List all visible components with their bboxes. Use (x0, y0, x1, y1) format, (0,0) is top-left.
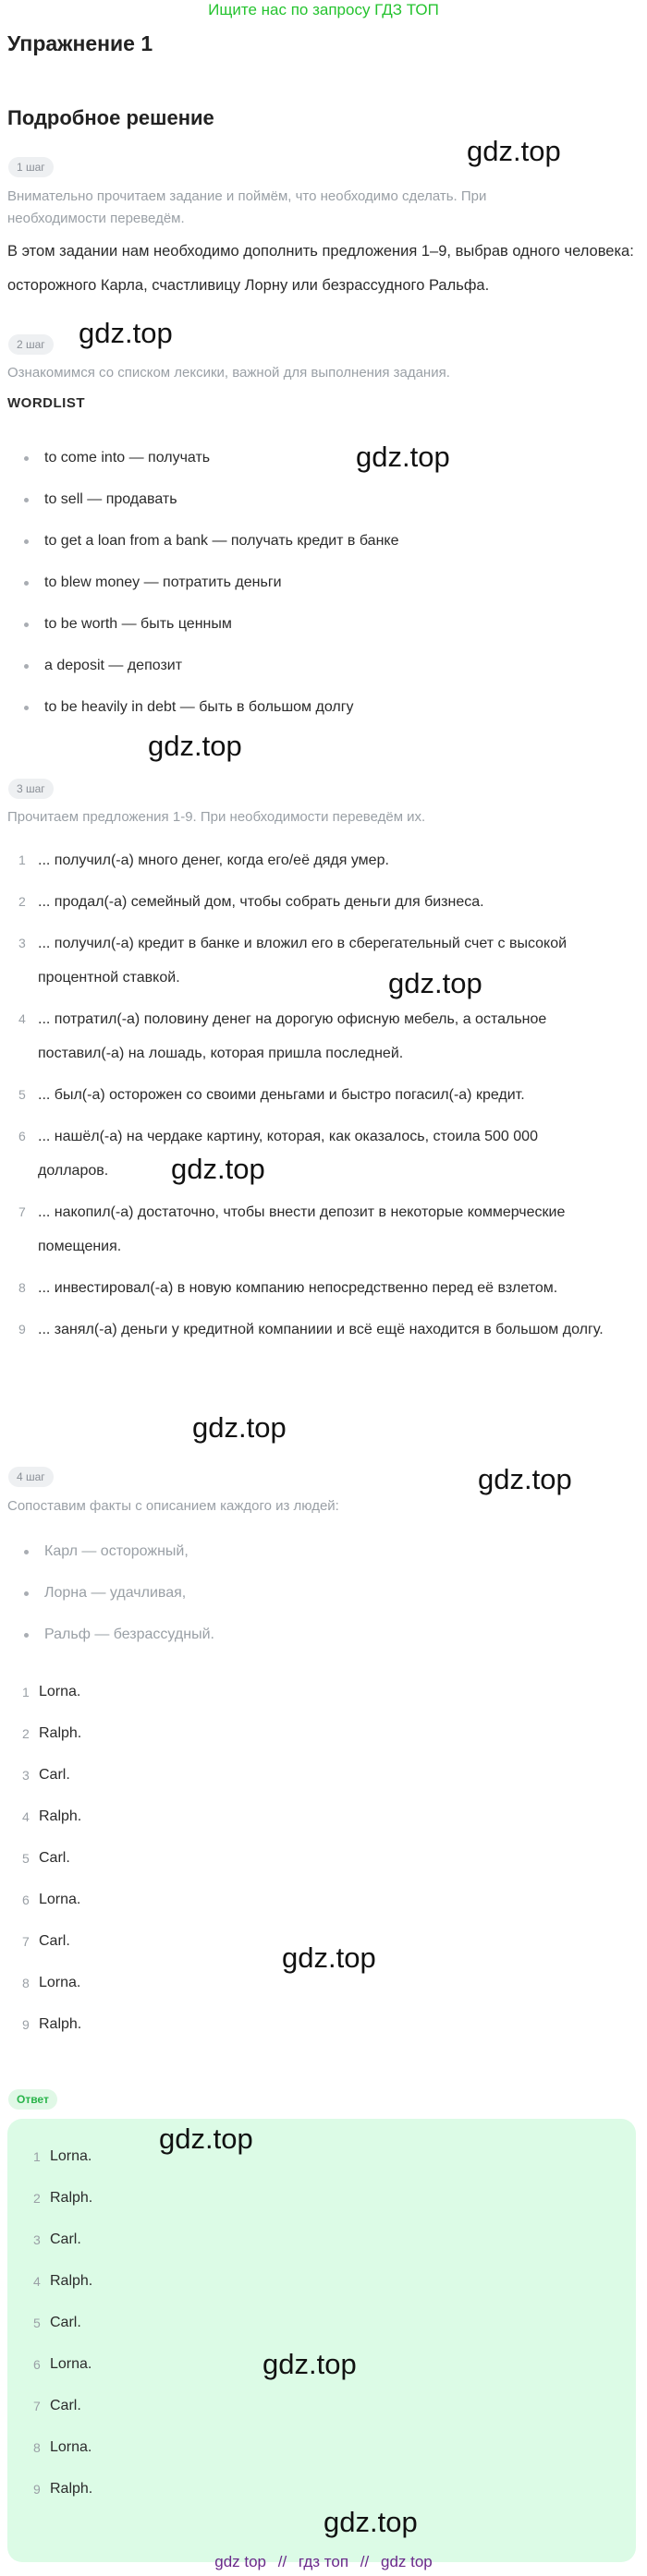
matching-item: 8 Lorna. (22, 1975, 81, 1990)
watermark: gdz.top (171, 1153, 265, 1185)
answer-item: 4 Ralph. (33, 2273, 93, 2289)
watermark: gdz.top (478, 1463, 572, 1495)
wordlist-item: to be worth — быть ценным (18, 612, 398, 654)
sentence-item: 3 ... получил(-а) кредит в банке и вложил его в сберегательный счет с высокой процентной ставкой. (18, 936, 568, 986)
footer-link-gdz-top[interactable]: gdz top (214, 2553, 266, 2570)
sentence-item: 4 ... потратил(-а) половину денег на дорогую офисную мебель, а остальное поставил(-а) на лошадь, которая пришла последней. (18, 1011, 547, 1061)
wordlist-item: to be heavily in debt — быть в большом долгу (18, 695, 398, 737)
matching-item: 3 Carl. (22, 1767, 70, 1783)
people-item: Ральф — безрассудный. (18, 1623, 214, 1664)
watermark: gdz.top (356, 441, 450, 473)
sentence-item: 6 ... нашёл(-а) на чердаке картину, которая, как оказалось, стоила 500 000 долларов. (18, 1129, 538, 1179)
sentence-item: 2 ... продал(-а) семейный дом, чтобы собрать деньги для бизнеса. (18, 894, 484, 910)
matching-item: 9 Ralph. (22, 2016, 82, 2032)
wordlist-item: to sell — продавать (18, 488, 398, 529)
step-badge-1: 1 шаг (8, 157, 54, 177)
watermark: gdz.top (467, 135, 561, 167)
answer-item: 8 Lorna. (33, 2439, 92, 2455)
footer-links (0, 2552, 647, 2572)
answer-item: 7 Carl. (33, 2398, 81, 2413)
step-badge-3: 3 шаг (8, 779, 54, 799)
sentence-list (7, 843, 608, 1347)
answer-list (18, 2145, 92, 2519)
matching-item: 4 Ralph. (22, 1808, 82, 1824)
step1-instruction: Внимательно прочитаем задание и поймём, что необходимо сделать. При необходимости переведём. (7, 188, 487, 226)
watermark: gdz.top (79, 317, 173, 349)
answer-badge: Ответ (8, 2089, 57, 2110)
step1-text: В этом задании нам необходимо дополнить предложения 1–9, выбрав одного человека: осторожного Карла, счастливицу Лорну или безрассудного Ральфа. (7, 243, 634, 294)
wordlist-title: WORDLIST (7, 395, 85, 411)
page-title: Упражнение 1 (7, 31, 153, 55)
top-banner: Ищите нас по запросу ГДЗ ТОП (208, 1, 439, 18)
sentence-item: 8 ... инвестировал(-а) в новую компанию непосредственно перед её взлетом. (18, 1280, 558, 1296)
matching-item: 2 Ralph. (22, 1725, 82, 1741)
answer-item: 1 Lorna. (33, 2148, 92, 2164)
answer-item: 3 Carl. (33, 2231, 81, 2247)
watermark: gdz.top (148, 730, 242, 762)
answer-item: 2 Ralph. (33, 2190, 93, 2206)
wordlist-item: to get a loan from a bank — получать кредит в банке (18, 529, 398, 571)
footer-link-gdz-top-2[interactable]: gdz top (380, 2553, 433, 2570)
step-badge-2: 2 шаг (8, 334, 54, 355)
matching-item: 7 Carl. (22, 1933, 70, 1949)
wordlist-item: to come into — получать (18, 446, 398, 488)
answer-item: 9 Ralph. (33, 2481, 93, 2497)
watermark: gdz.top (262, 2348, 357, 2380)
wordlist-item: a deposit — депозит (18, 654, 398, 695)
sentence-item: 1 ... получил(-а) много денег, когда его/её дядя умер. (18, 853, 389, 868)
sentence-item: 9 ... занял(-а) деньги у кредитной компаниии и всё ещё находится в большом долгу. (18, 1322, 604, 1337)
matching-list (7, 1680, 81, 2054)
footer-link-gdz-top-ru[interactable]: гдз топ (298, 2553, 349, 2570)
wordlist (18, 446, 398, 737)
people-item: Лорна — удачливая, (18, 1581, 214, 1623)
watermark: gdz.top (159, 2122, 253, 2155)
sentence-item: 5 ... был(-а) осторожен со своими деньгами и быстро погасил(-а) кредит. (18, 1087, 525, 1103)
watermark: gdz.top (388, 967, 482, 999)
answer-item: 5 Carl. (33, 2315, 81, 2330)
watermark: gdz.top (192, 1411, 287, 1444)
matching-item: 1 Lorna. (22, 1684, 81, 1699)
footer-separator: // (360, 2553, 370, 2570)
answer-item: 6 Lorna. (33, 2356, 92, 2372)
watermark: gdz.top (324, 2506, 418, 2538)
sentence-item: 7 ... накопил(-а) достаточно, чтобы внести депозит в некоторые коммерческие помещения. (18, 1204, 566, 1254)
wordlist-item: to blew money — потратить деньги (18, 571, 398, 612)
watermark: gdz.top (282, 1941, 376, 1974)
footer-separator: // (277, 2553, 287, 2570)
step4-instruction: Сопоставим факты с описанием каждого из людей: (7, 1498, 339, 1514)
step3-instruction: Прочитаем предложения 1-9. При необходимости переведём их. (7, 809, 426, 825)
step2-instruction: Ознакомимся со списком лексики, важной для выполнения задания. (7, 365, 450, 381)
people-list (18, 1540, 214, 1664)
matching-item: 5 Carl. (22, 1850, 70, 1866)
matching-item: 6 Lorna. (22, 1892, 81, 1907)
answer-box (7, 2119, 636, 2562)
step-badge-4: 4 шаг (8, 1467, 54, 1487)
section-title: Подробное решение (7, 106, 214, 129)
people-item: Карл — осторожный, (18, 1540, 214, 1581)
